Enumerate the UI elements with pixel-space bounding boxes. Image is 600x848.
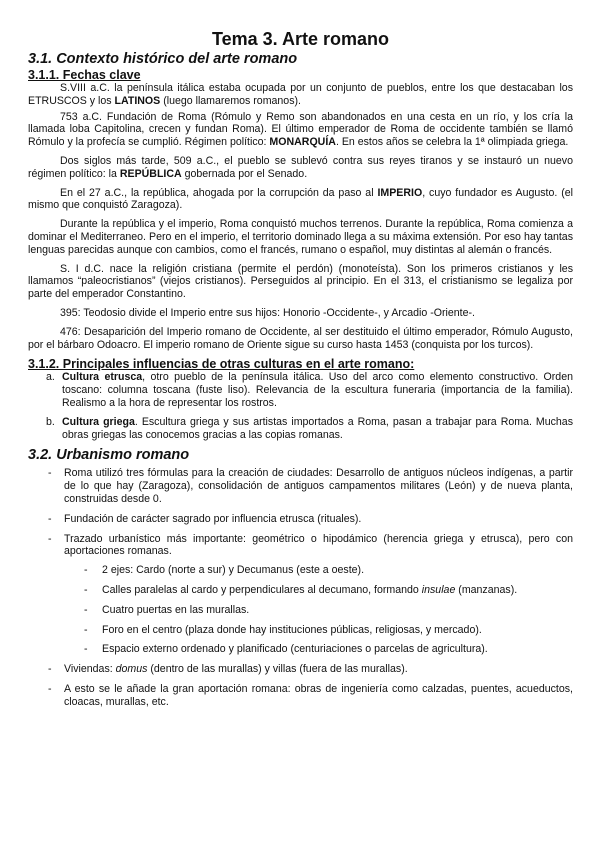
paragraph-republica: Dos siglos más tarde, 509 a.C., el pueblo se sublevó contra sus reyes tiranos y se instauró un nuevo régimen político: la REPÚBLICA gobernada por el Senado. bbox=[28, 154, 573, 180]
list-item-etrusca: a. Cultura etrusca, otro pueblo de la península itálica. Uso del arco como elemento constructivo. Orden toscano: columna toscana (fuste liso). Relevancia de la escultura funeraria (importancia de la familia). Realismo a la hora de representar los rostros. bbox=[46, 371, 573, 409]
list-item-viviendas: - Viviendas: domus (dentro de las murallas) y villas (fuera de las murallas). bbox=[48, 663, 408, 676]
sublist-item-puertas: - Cuatro puertas en las murallas. bbox=[84, 603, 250, 616]
paragraph-cristianismo: S. I d.C. nace la religión cristiana (permite el perdón) (monoteísta). Son los primeros cristianos y les llamamos “paleocristianos” (viejos cristianos). Perseguidos al principio. En el 313, el cristianismo se legaliza por parte del emperador Constantino. bbox=[28, 262, 573, 301]
document-page bbox=[28, 28, 573, 715]
urbanismo-list bbox=[28, 467, 573, 708]
trazado-sublist bbox=[64, 564, 573, 656]
section-heading-3-2: 3.2. Urbanismo romano bbox=[28, 447, 190, 464]
document-title: Tema 3. Arte romano bbox=[211, 29, 390, 49]
paragraph-latinos: S.VIII a.C. la península itálica estaba ocupada por un conjunto de pueblos, entre los que destacaban los ETRUSCOS y los LATINOS (luego llamaremos romanos). bbox=[28, 82, 573, 107]
paragraph-conquistas: Durante la república y el imperio, Roma conquistó muchos terrenos. Durante la república, Roma comienza a dominar el Mediterraneo. Pero en el imperio, el territorio dominado llega a su máxima extensión. Por eso hay tantas lenguas parecidas aunque con cambios, como el francés, rumano o español, muy distintas al alemán o francés. bbox=[28, 218, 573, 256]
list-item-fundacion-sagrada: - Fundación de carácter sagrado por influencia etrusca (rituales). bbox=[48, 512, 362, 525]
list-item-formulas: - Roma utilizó tres fórmulas para la creación de ciudades: Desarrollo de antiguos núcleos indígenas, a partir de lo que hay (Zaragoza), consolidación de antiguos campamentos militares (León) y de nueva planta, construidas desde 0. bbox=[48, 467, 573, 505]
paragraph-teodosio: 395: Teodosio divide el Imperio entre sus hijos: Honorio -Occidente-, y Arcadio -Oriente-. bbox=[60, 306, 475, 319]
paragraph-fundacion-roma: 753 a.C. Fundación de Roma (Rómulo y Remo son abandonados en una cesta en un río, y los cría la llamada loba Capitolina, crecen y fundan Roma). El último emperador de Roma de occidente también se llamó Rómulo y la profecía se cumplió. Régimen político: MONARQUÍA. En estos años se celebra la 1ª olimpiada griega. bbox=[28, 110, 573, 149]
influences-list bbox=[28, 371, 573, 441]
list-marker: b. bbox=[46, 415, 55, 428]
sublist-item-ejes: - 2 ejes: Cardo (norte a sur) y Decumanus (este a oeste). bbox=[84, 564, 365, 577]
list-item-ingenieria: - A esto se le añade la gran aportación romana: obras de ingeniería como calzadas, puentes, acueductos, cloacas, murallas, etc. bbox=[48, 682, 573, 708]
sublist-item-calles: - Calles paralelas al cardo y perpendiculares al decumano, formando insulae (manzanas). bbox=[84, 583, 518, 596]
sublist-item-espacio-externo: - Espacio externo ordenado y planificado (centuriaciones o parcelas de agricultura). bbox=[84, 643, 488, 656]
paragraph-caida-occidente: 476: Desaparición del Imperio romano de Occidente, al ser destituido el último emperador, Rómulo Augusto, por el bárbaro Odoacro. El imperio romano de Oriente sigue su curso hasta 1453 (conquista por los turcos). bbox=[28, 325, 573, 351]
subsection-heading-3-1-2: 3.1.2. Principales influencias de otras culturas en el arte romano: bbox=[28, 357, 415, 372]
sublist-item-foro: - Foro en el centro (plaza donde hay instituciones públicas, religiosas, y mercado). bbox=[84, 623, 482, 636]
section-heading-3-1: 3.1. Contexto histórico del arte romano bbox=[28, 51, 298, 67]
list-item-trazado: - Trazado urbanístico más importante: geométrico o hipodámico (herencia griega y etrusca), pero con aportaciones romanas. - 2 ejes: Cardo (norte a sur) y Decumanus (este a oeste). - Calles paralelas al cardo y perpendiculares al decumano, formando insulae (manzanas). - Cuatro puertas en las murallas. - Foro en el centro (plaza donde hay instituciones públicas, religiosas, y mercado). - Espacio externo ordenado y planificado (centuriaciones o parcelas de agricultura). bbox=[48, 532, 573, 656]
subsection-heading-3-1-1: 3.1.1. Fechas clave bbox=[28, 68, 141, 82]
list-marker: a. bbox=[46, 371, 55, 384]
list-item-griega: b. Cultura griega. Escultura griega y sus artistas importados a Roma, pasan a trabajar para Roma. Muchas obras griegas las conocemos gracias a las copias romanas. bbox=[46, 415, 573, 441]
paragraph-imperio: En el 27 a.C., la república, ahogada por la corrupción da paso al IMPERIO, cuyo fundador es Augusto. (el mismo que conquistó Zaragoza). bbox=[28, 186, 574, 212]
